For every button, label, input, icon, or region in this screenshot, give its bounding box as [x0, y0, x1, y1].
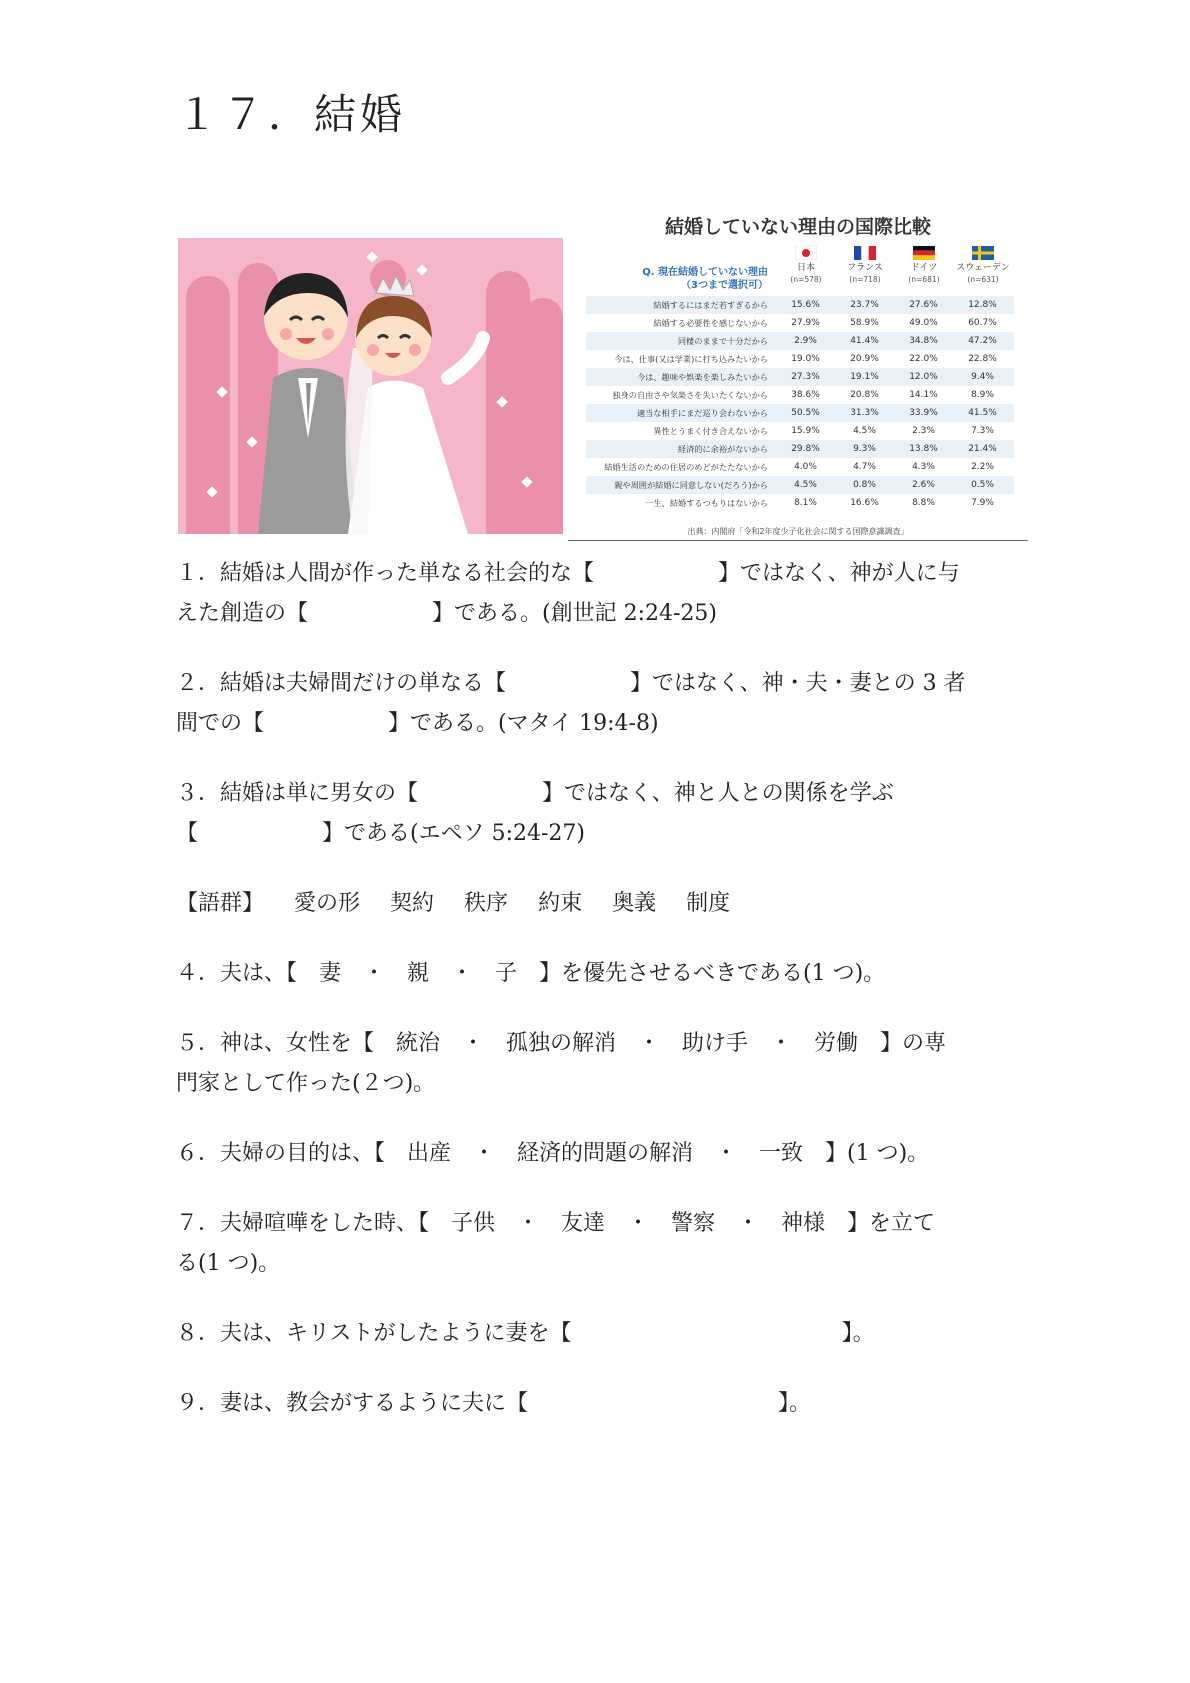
- row-value: 22.0%: [909, 354, 938, 364]
- row-label: 結婚するにはまだ若すぎるから: [653, 299, 768, 310]
- row-value: 47.2%: [968, 336, 997, 346]
- question-text: ２．結婚は夫婦間だけの単なる【: [176, 671, 507, 696]
- question-text: ９．妻は、教会がするように夫に【: [176, 1391, 529, 1416]
- table-row: [586, 422, 1014, 440]
- column-sample-size: (n=681): [908, 275, 940, 284]
- word-bank: [176, 882, 730, 926]
- question-text: 】ではなく、神と人との関係を学ぶ: [542, 781, 894, 806]
- row-value: 21.4%: [968, 444, 997, 454]
- row-value: 23.7%: [850, 300, 879, 310]
- row-value: 31.3%: [850, 408, 879, 418]
- column-header-france: [836, 246, 894, 285]
- row-label: 異性とうまく付き合えないから: [653, 425, 768, 436]
- marriage-survey-table: [568, 206, 1028, 542]
- question-7-line2: る(1 つ)。: [176, 1251, 281, 1276]
- column-header-japan: [777, 246, 835, 285]
- question-text: 】。: [841, 1321, 875, 1346]
- row-label: 親や周囲が結婚に同意しない(だろう)から: [614, 479, 768, 490]
- column-sample-size: (n=631): [967, 275, 999, 284]
- row-value: 19.1%: [850, 372, 879, 382]
- row-value: 19.0%: [791, 354, 820, 364]
- table-row: [586, 386, 1014, 404]
- row-label: 同棲のままで十分だから: [677, 335, 768, 346]
- row-value: 7.9%: [971, 498, 994, 508]
- row-value: 4.0%: [794, 462, 817, 472]
- row-value: 2.2%: [971, 462, 994, 472]
- row-value: 2.3%: [912, 426, 935, 436]
- word-bank-item: 制度: [686, 891, 731, 916]
- row-value: 14.1%: [909, 390, 938, 400]
- row-value: 8.1%: [794, 498, 817, 508]
- row-value: 0.8%: [853, 480, 876, 490]
- table-row: [586, 296, 1014, 314]
- row-value: 9.4%: [971, 372, 994, 382]
- question-4: ４．夫は、【 妻 ・ 親 ・ 子 】を優先させるべきである(1 つ)。: [176, 961, 886, 986]
- question-text: 】である。(マタイ 19:4-8): [388, 711, 659, 736]
- row-label: 経済的に余裕がないから: [677, 443, 768, 454]
- row-value: 15.9%: [791, 426, 820, 436]
- row-value: 12.0%: [909, 372, 938, 382]
- question-text: 】である(エペソ 5:24-27): [322, 821, 586, 846]
- row-value: 22.8%: [968, 354, 997, 364]
- table-question: [578, 266, 768, 292]
- row-value: 4.7%: [853, 462, 876, 472]
- row-value: 2.6%: [912, 480, 935, 490]
- column-header-sweden: [954, 246, 1012, 285]
- table-row: [586, 440, 1014, 458]
- row-value: 41.4%: [850, 336, 879, 346]
- row-value: 34.8%: [909, 336, 938, 346]
- question-5-line2: 門家として作った(２つ)。: [176, 1071, 436, 1096]
- row-label: 一生、結婚するつもりはないから: [645, 497, 768, 508]
- column-name: スウェーデン: [956, 263, 1010, 273]
- row-value: 58.9%: [850, 318, 879, 328]
- row-value: 4.3%: [912, 462, 935, 472]
- question-text: 間での【: [176, 711, 265, 736]
- row-value: 38.6%: [791, 390, 820, 400]
- column-name: 日本: [796, 263, 815, 273]
- question-text: 】。: [778, 1391, 812, 1416]
- table-source: 出典：内閣府「令和2年度少子化社会に関する国際意識調査」: [687, 527, 909, 536]
- row-value: 2.9%: [794, 336, 817, 346]
- word-bank-item: 奥義: [612, 891, 657, 916]
- column-header-germany: [895, 246, 953, 285]
- row-value: 13.8%: [909, 444, 938, 454]
- table-title: 結婚していない理由の国際比較: [664, 216, 931, 238]
- word-bank-item: 契約: [390, 891, 435, 916]
- france-flag-icon: [854, 246, 876, 260]
- japan-flag-icon: [795, 246, 817, 260]
- row-value: 49.0%: [909, 318, 938, 328]
- table-row: [586, 494, 1014, 512]
- question-6: ６．夫婦の目的は、【 出産 ・ 経済的問題の解消 ・ 一致 】(1 つ)。: [176, 1141, 930, 1166]
- row-value: 16.6%: [850, 498, 879, 508]
- question-3-line2: [176, 812, 585, 856]
- page-title: １７．結婚: [176, 90, 407, 139]
- word-bank-item: 愛の形: [294, 891, 361, 916]
- row-value: 27.6%: [909, 300, 938, 310]
- question-5-line1: ５．神は、女性を【 統治 ・ 孤独の解消 ・ 助け手 ・ 労働 】の専: [176, 1031, 947, 1056]
- table-body: [586, 296, 1014, 512]
- row-value: 9.3%: [853, 444, 876, 454]
- column-name: ドイツ: [910, 263, 938, 273]
- row-value: 15.6%: [791, 300, 820, 310]
- question-1-line2: [176, 592, 717, 636]
- column-sample-size: (n=578): [790, 275, 822, 284]
- question-7-line1: ７．夫婦喧嘩をした時、【 子供 ・ 友達 ・ 警察 ・ 神様 】を立て: [176, 1211, 936, 1236]
- table-divider: [568, 540, 1028, 541]
- column-name: フランス: [847, 263, 883, 273]
- table-row: [586, 404, 1014, 422]
- question-text: 】ではなく、神が人に与: [718, 561, 960, 586]
- row-value: 60.7%: [968, 318, 997, 328]
- row-value: 33.9%: [909, 408, 938, 418]
- question-1-line1: [176, 552, 960, 596]
- row-value: 4.5%: [853, 426, 876, 436]
- row-value: 41.5%: [968, 408, 997, 418]
- question-2-line2: [176, 702, 659, 746]
- question-text: １．結婚は人間が作った単なる社会的な【: [176, 561, 595, 586]
- row-label: 結婚生活のための住居のめどがたたないから: [604, 461, 768, 472]
- question-text: ３．結婚は単に男女の【: [176, 781, 419, 806]
- question-text: 【: [176, 821, 199, 846]
- row-value: 12.8%: [968, 300, 997, 310]
- row-value: 20.8%: [850, 390, 879, 400]
- wedding-illustration: [178, 238, 563, 534]
- table-row: [586, 332, 1014, 350]
- row-label: 今は、仕事(又は学業)に打ち込みたいから: [614, 353, 768, 364]
- question-text: ８．夫は、キリストがしたように妻を【: [176, 1321, 572, 1346]
- word-bank-label: 【語群】: [176, 891, 265, 916]
- row-value: 20.9%: [850, 354, 879, 364]
- table-row: [586, 458, 1014, 476]
- question-text: 】である。(創世記 2:24-25): [432, 601, 718, 626]
- question-text: えた創造の【: [176, 601, 309, 626]
- row-value: 50.5%: [791, 408, 820, 418]
- question-8: [176, 1312, 875, 1356]
- question-9: [176, 1382, 811, 1426]
- row-label: 適当な相手にまだ巡り会わないから: [636, 407, 768, 418]
- row-value: 8.8%: [912, 498, 935, 508]
- row-value: 7.3%: [971, 426, 994, 436]
- column-sample-size: (n=718): [849, 275, 881, 284]
- germany-flag-icon: [913, 246, 935, 260]
- sweden-flag-icon: [972, 246, 994, 260]
- table-row: [586, 476, 1014, 494]
- row-value: 0.5%: [971, 480, 994, 490]
- question-text: 】ではなく、神・夫・妻との 3 者: [630, 671, 966, 696]
- row-value: 27.3%: [791, 372, 820, 382]
- table-row: [586, 368, 1014, 386]
- word-bank-item: 秩序: [464, 891, 509, 916]
- word-bank-item: 約束: [538, 891, 583, 916]
- row-label: 独身の自由さや気楽さを失いたくないから: [612, 389, 768, 400]
- question-3-line1: [176, 772, 894, 816]
- row-value: 4.5%: [794, 480, 817, 490]
- table-row: [586, 314, 1014, 332]
- row-value: 27.9%: [791, 318, 820, 328]
- row-value: 29.8%: [791, 444, 820, 454]
- question-2-line1: [176, 662, 966, 706]
- row-label: 今は、趣味や娯楽を楽しみたいから: [636, 371, 768, 382]
- row-value: 8.9%: [971, 390, 994, 400]
- row-label: 結婚する必要性を感じないから: [653, 317, 768, 328]
- table-row: [586, 350, 1014, 368]
- table-question-line1: Q. 現在結婚していない理由: [642, 267, 768, 278]
- table-question-line2: （3つまで選択可）: [681, 280, 768, 291]
